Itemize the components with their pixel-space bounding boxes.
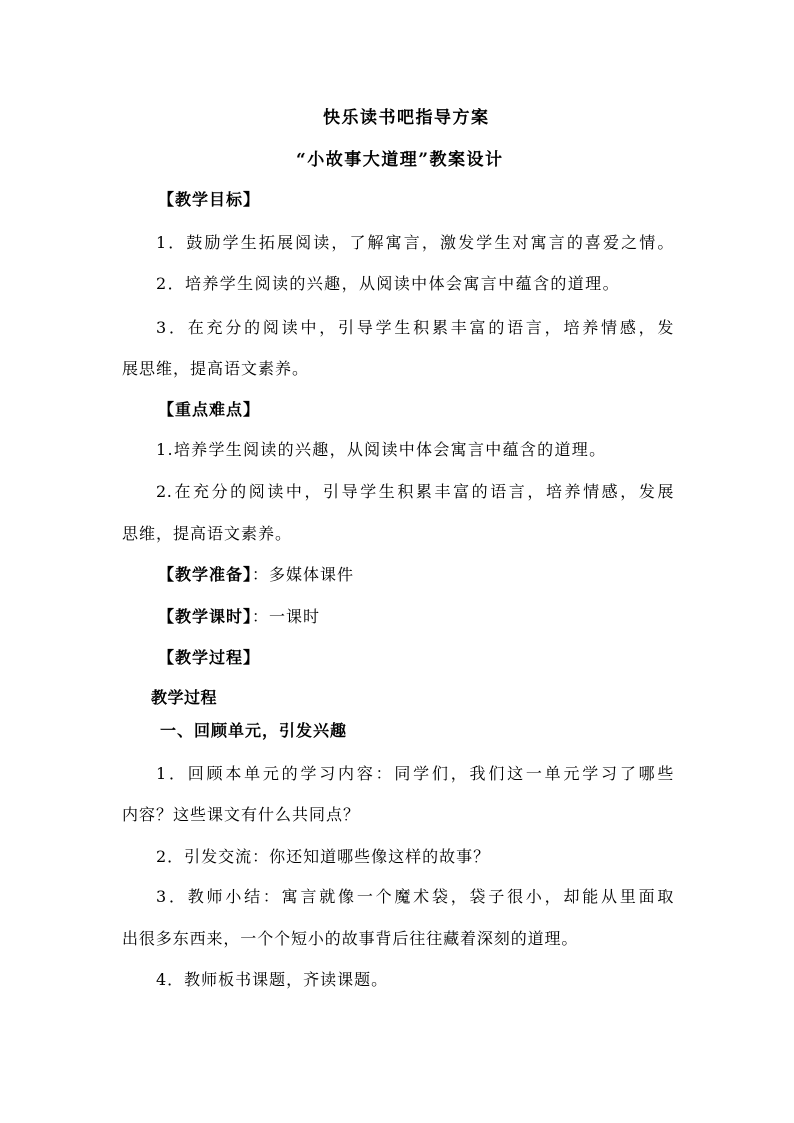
key-point-item-2-cont: 思维，提高语文素养。 [122, 524, 293, 543]
duration-value: ：一课时 [252, 607, 321, 626]
key-point-item-1: 1.培养学生阅读的兴趣，从阅读中体会寓言中蕴含的道理。 [156, 440, 607, 459]
objectives-heading: 【教学目标】 [158, 190, 261, 209]
preparation-value: ：多媒体课件 [252, 565, 355, 584]
process-item-2: 2．引发交流：你还知道哪些像这样的故事？ [156, 847, 491, 866]
process-item-3-cont: 出很多东西来，一个个短小的故事背后往往藏着深刻的道理。 [122, 929, 579, 948]
process-item-1: 1．回顾本单元的学习内容：同学们，我们这一单元学习了哪些 [156, 764, 674, 783]
key-points-heading: 【重点难点】 [158, 400, 261, 419]
process-heading: 【教学过程】 [158, 648, 261, 667]
objective-item-2: 2．培养学生阅读的兴趣，从阅读中体会寓言中蕴含的道理。 [156, 274, 620, 293]
document-title: 快乐读书吧指导方案 [323, 108, 490, 128]
section1-title: 一、回顾单元，引发兴趣 [160, 721, 348, 740]
process-item-4: 4．教师板书课题，齐读课题。 [156, 970, 389, 989]
duration-label: 【教学课时】 [158, 607, 253, 626]
preparation-line [158, 565, 354, 585]
duration-line [158, 607, 320, 627]
process-item-1-cont: 内容？这些课文有什么共同点？ [122, 805, 361, 824]
process-subheading: 教学过程 [151, 688, 218, 707]
objective-item-3-cont: 展思维，提高语文素养。 [122, 359, 310, 378]
key-point-item-2: 2.在充分的阅读中，引导学生积累丰富的语言，培养情感，发展 [156, 482, 674, 501]
process-item-3: 3．教师小结：寓言就像一个魔术袋，袋子很小，却能从里面取 [156, 887, 674, 906]
preparation-label: 【教学准备】 [158, 565, 253, 584]
objective-item-1: 1．鼓励学生拓展阅读，了解寓言，激发学生对寓言的喜爱之情。 [156, 233, 674, 252]
objective-item-3: 3．在充分的阅读中，引导学生积累丰富的语言，培养情感，发 [156, 318, 674, 337]
document-subtitle: “小故事大道理”教案设计 [296, 150, 504, 170]
